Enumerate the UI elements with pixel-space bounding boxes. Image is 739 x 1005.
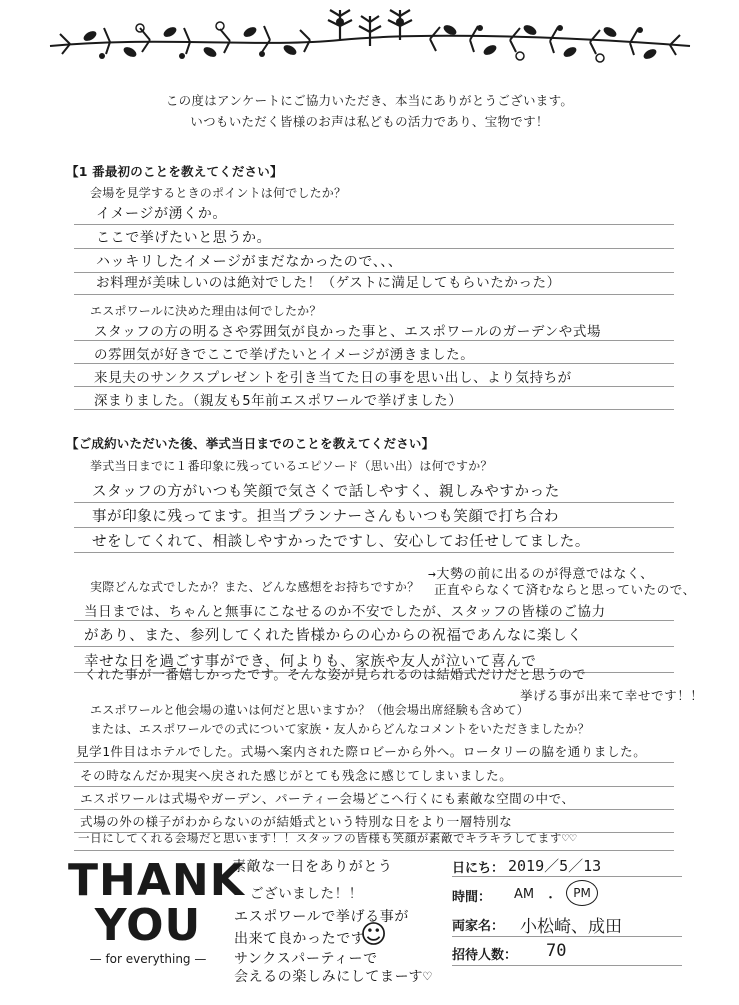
time-am-option: AM [514,887,535,902]
date-value: 2019／5／13 [508,857,602,875]
answer-rule [74,294,674,295]
answer-rule [74,386,674,387]
answer-line: ハッキリしたイメージがまだなかったので、、、 [96,254,403,270]
thank-you-heading-line-1: THANK [68,855,245,906]
message-line: 素敵な一日をありがとう [232,859,393,875]
answer-line: 幸せな日を過ごす事ができ、何よりも、家族や友人が泣いて喜んで [84,654,537,670]
guests-count-rule [452,965,682,966]
section-1-title: 【1 番最初のことを教えてください】 [66,164,283,179]
answer-line: お料理が美味しいのは絶対でした！（ゲストに満足してもらいたかった） [96,275,561,291]
family-names-rule [452,936,682,937]
message-line: 会えるの楽しみにしてまーす♡ [234,969,433,985]
guests-count-label: 招待人数： [452,948,518,963]
family-names-label: 両家名： [452,919,505,934]
question-memorable-episode: 挙式当日までに１番印象に残っているエピソード（思い出）は何ですか？ [90,459,493,473]
time-label: 時間： [452,890,492,905]
answer-rule [74,809,674,810]
time-pm-option-circled: PM [566,880,598,906]
date-label: 日にち： [452,861,505,876]
answer-note-line: →大勢の前に出るのが得意ではなく、 [428,567,654,582]
thank-you-tagline: — for everything — [89,952,207,966]
answer-rule [74,409,674,410]
answer-rule [74,363,674,364]
answer-rule [74,850,674,851]
date-rule [452,876,682,877]
message-line: エスポワールで挙げる事が [234,909,409,925]
answer-line: の雰囲気が好きでここで挙げたいとイメージが湧きました。 [94,347,475,363]
answer-line: があり、また、参列してくれた皆様からの心からの祝福であんなに楽しく [84,628,583,644]
answer-line: スタッフの方の明るさや雰囲気が良かった事と、エスポワールのガーデンや式場 [94,324,602,340]
answer-rule [74,762,674,763]
answer-line: ここで挙げたいと思うか。 [96,230,272,246]
answer-note-line: 正直やらなくて済むならと思っていたので、 [434,582,696,597]
message-line: サンクスパーティーで [234,951,378,967]
smiley-face-icon: ☺ [360,920,388,950]
answer-line: くれた事が一番嬉しかったです。そんな姿が見られるのは結婚式だけだと思うので [84,668,587,683]
answer-line: 事が印象に残ってます。担当プランナーさんもいつも笑顔で打ち合わ [92,509,559,525]
question-venue-difference: エスポワールと他会場の違いは何だと思いますか？（他会場出席経験も含めて） [90,703,529,717]
answer-line: その時なんだか現実へ戻された感じがとても残念に感じてしまいました。 [80,768,513,783]
answer-line: 当日までは、ちゃんと無事にこなせるのか不安でしたが、スタッフの皆様のご協力 [84,604,606,620]
question-venue-points: 会場を見学するときのポイントは何でしたか？ [90,186,347,200]
section-2-title: 【ご成約いただいた後、挙式当日までのことを教えてください】 [66,436,435,451]
answer-line: エスポワールは式場やガーデン、パーティー会場どこへ行くにも素敵な空間の中で、 [80,791,575,806]
question-ceremony-impression: 実際どんな式でしたか？また、どんな感想をお持ちですか？ [90,580,420,594]
answer-line: 一日にしてくれる会場だと思います！！スタッフの皆様も笑顔が素敵でキラキラしてます♡♡ [78,831,578,845]
thank-you-heading-line-2: YOU [94,900,202,951]
answer-rule [74,224,674,225]
answer-rule [74,620,674,621]
answer-rule [74,786,674,787]
message-line: 出来て良かったです [234,931,366,947]
answer-rule [74,248,674,249]
guests-count-value: 70 [546,941,567,961]
intro-line-2: いつもいただく皆様のお声は私どもの活力であり、宝物です！ [190,114,549,129]
family-names-value: 小松崎、成田 [520,917,622,937]
answer-line: 見学1件目はホテルでした。式場へ案内された際ロビーから外へ。ロータリーの脇を通りました。 [76,744,647,759]
question-family-comments: または、エスポワールでの式について家族・友人からどんなコメントをいただきましたか？ [90,722,590,736]
question-reason-chosen: エスポワールに決めた理由は何でしたか？ [90,304,322,318]
botanical-garland-decoration [40,6,700,74]
answer-rule [74,502,674,503]
answer-line: せをしてくれて、相談しやすかったですし、安心してお任せしてました。 [92,534,591,550]
time-separator: ・ [544,891,558,906]
answer-line: 来見夫のサンクスプレゼントを引き当てた日の事を思い出し、より気持ちが [94,370,572,386]
answer-line: イメージが湧くか。 [96,206,227,222]
answer-rule [74,646,674,647]
answer-line: 深まりました。（親友も5年前エスポワールで挙げました） [94,393,463,409]
answer-line: スタッフの方がいつも笑顔で気さくで話しやすく、親しみやすかった [92,484,560,500]
answer-rule [74,340,674,341]
answer-rule [74,552,674,553]
answer-rule [74,527,674,528]
answer-line-tail: 挙げる事が出来て幸せです！！ [520,688,704,703]
answer-line: 式場の外の様子がわからないのが結婚式という特別な日をより一層特別な [80,814,513,829]
intro-line-1: この度はアンケートにご協力いただき、本当にありがとうございます。 [165,93,574,108]
message-line: ございました！！ [250,886,363,902]
